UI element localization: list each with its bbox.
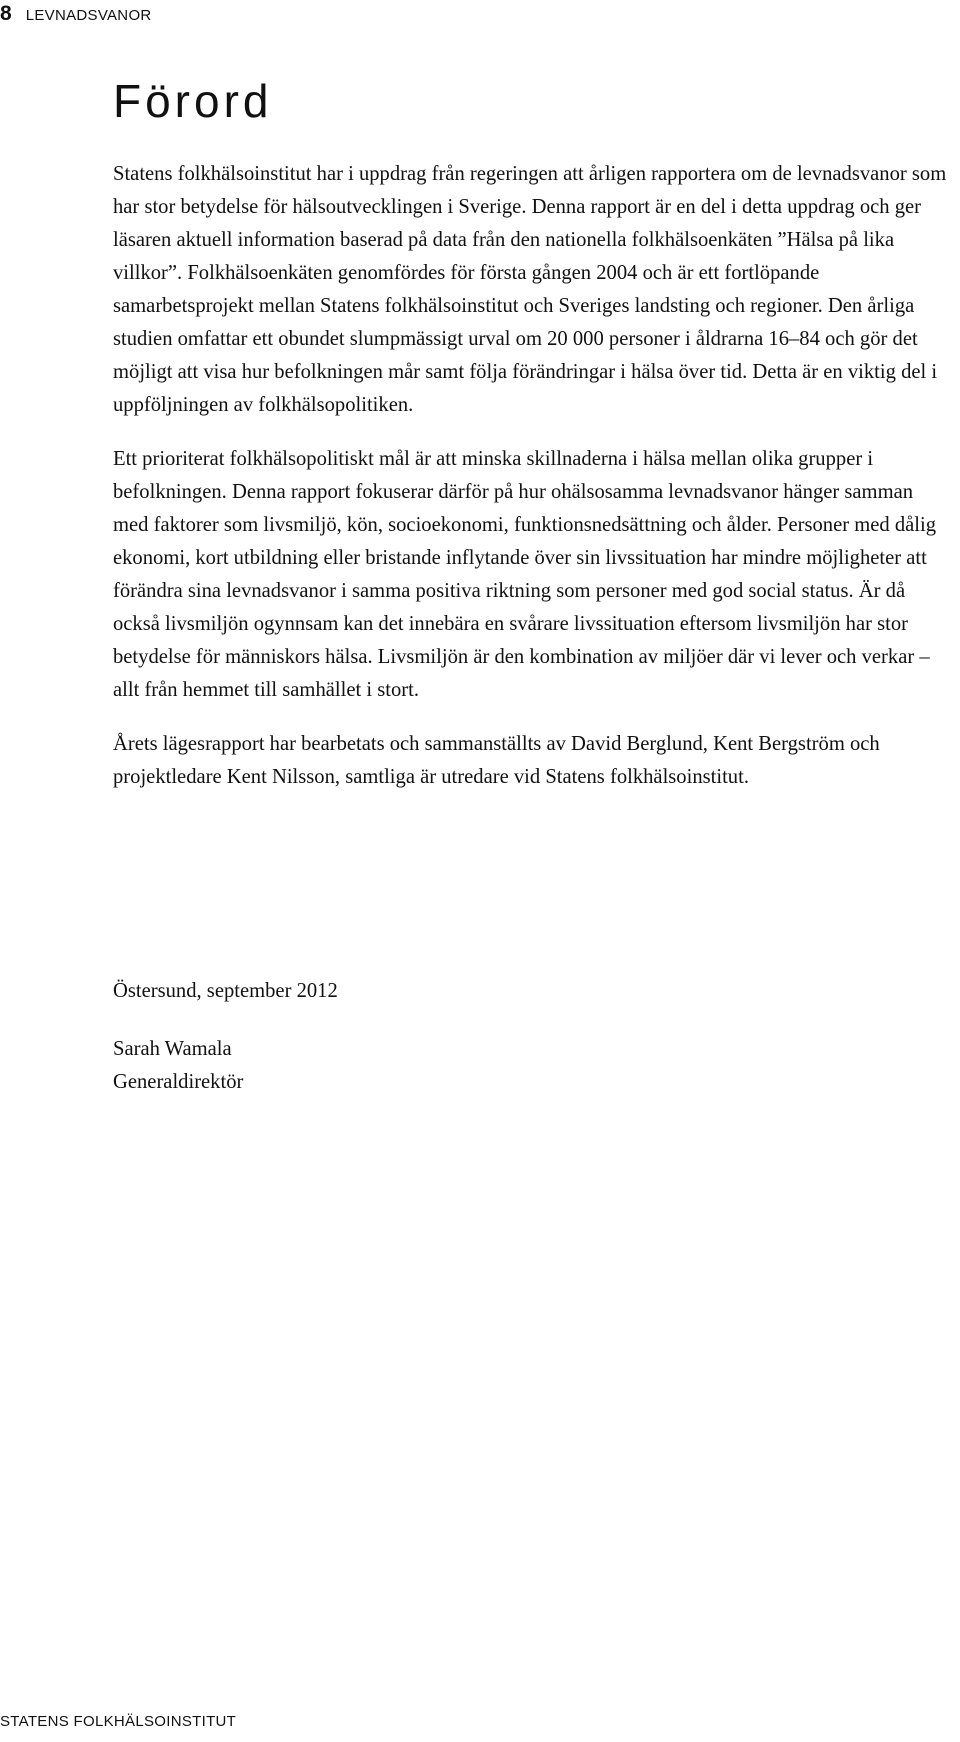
signer-title: Generaldirektör bbox=[113, 1071, 244, 1093]
running-header bbox=[0, 2, 152, 28]
paragraph-goal: Ett prioriterat folkhälsopolitiskt mål är att minska skillnaderna i hälsa mellan olika grupper i befolkningen. Denna rapport fokuserar därför på hur ohälsosamma levnadsvanor hänger samman med faktorer som livsmiljö, kön, socioekonomi, funktionsnedsättning och ålder. Personer med dålig ekonomi, kort utbildning eller bristande inflytande över sin livssituation har mindre möjligheter att förändra sina levnadsvanor i samma positiva riktning som personer med god social status. Är då också livsmiljön ogynnsam kan det innebära en svårare livssituation eftersom livsmiljön har stor betydelse för människors hälsa. Livsmiljön är den kombination av miljöer där vi lever och verkar – allt från hemmet till samhället i stort. bbox=[113, 448, 937, 701]
page-number: 8 bbox=[0, 2, 12, 25]
paragraph-intro: Statens folkhälsoinstitut har i uppdrag från regeringen att årligen rapportera om de levnadsvanor som har stor betydelse för hälsoutvecklingen i Sverige. Denna rapport är en del i detta uppdrag och ger läsaren aktuell information baserad på data från den nationella folkhälsoenkäten ”Hälsa på lika villkor”. Folkhälsoenkäten genomfördes för första gången 2004 och är ett fortlöpande samarbetsprojekt mellan Statens folkhälsoinstitut och Sveriges landsting och regioner. Den årliga studien omfattar ett obundet slumpmässigt urval om 20 000 personer i åldrarna 16–84 och gör det möjligt att visa hur befolkningen mår samt följa förändringar i hälsa över tid. Detta är en viktig del i uppföljningen av folkhälsopolitiken. bbox=[113, 163, 947, 416]
place-date: Östersund, september 2012 bbox=[113, 980, 338, 1002]
running-footer: STATENS FOLKHÄLSOINSTITUT bbox=[0, 1713, 237, 1730]
signature-block bbox=[113, 1033, 243, 1099]
running-title: LEVNADSVANOR bbox=[25, 7, 152, 24]
paragraph-authors: Årets lägesrapport har bearbetats och sammanställts av David Berglund, Kent Bergström och projektledare Kent Nilsson, samtliga är utredare vid Statens folkhälsoinstitut. bbox=[113, 733, 880, 788]
page-title: Förord bbox=[113, 75, 273, 127]
foreword-body bbox=[113, 158, 948, 815]
signer-name: Sarah Wamala bbox=[113, 1038, 232, 1060]
